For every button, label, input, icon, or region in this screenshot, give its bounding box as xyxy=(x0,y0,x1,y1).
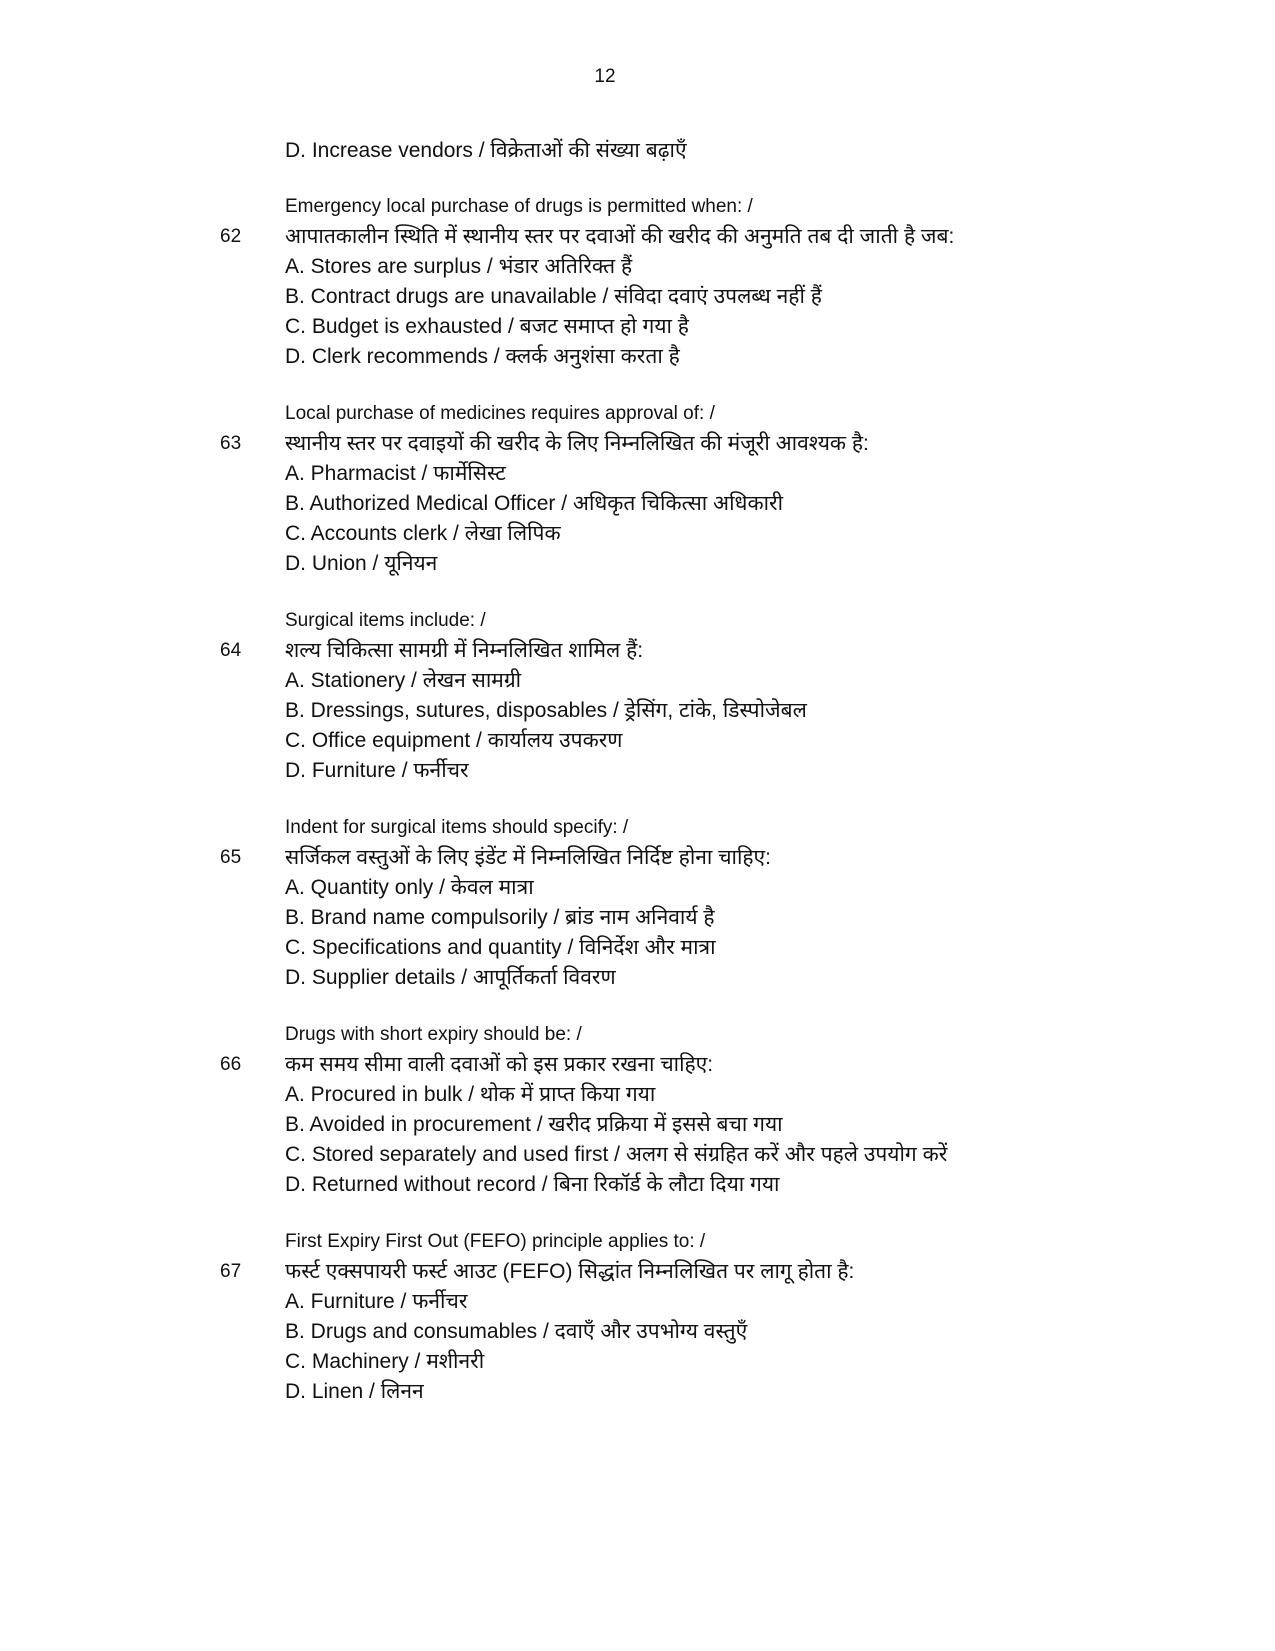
option-d: D. Linen / लिनन xyxy=(285,1380,424,1403)
option-c: C. Specifications and quantity / विनिर्देश और मात्रा xyxy=(285,936,716,959)
option-d: D. Clerk recommends / क्लर्क अनुशंसा करता है xyxy=(285,345,680,368)
option-b: B. Brand name compulsorily / ब्रांड नाम अनिवार्य है xyxy=(285,906,715,929)
question-65 xyxy=(0,813,1275,1020)
question-62 xyxy=(0,192,1275,399)
question-number: 67 xyxy=(220,1261,242,1282)
carryover-option: D. Increase vendors / विक्रेताओं की संख्या बढ़ाएँ xyxy=(285,139,687,162)
question-number: 66 xyxy=(220,1054,242,1075)
question-english: Drugs with short expiry should be: / xyxy=(285,1024,582,1045)
question-63 xyxy=(0,399,1275,606)
question-number: 65 xyxy=(220,847,242,868)
option-b: B. Authorized Medical Officer / अधिकृत चिकित्सा अधिकारी xyxy=(285,492,784,515)
option-c: C. Accounts clerk / लेखा लिपिक xyxy=(285,522,561,545)
question-english: Surgical items include: / xyxy=(285,610,486,631)
option-c: C. Stored separately and used first / अलग से संग्रहित करें और पहले उपयोग करें xyxy=(285,1143,948,1166)
option-a: A. Pharmacist / फार्मेसिस्ट xyxy=(285,462,506,485)
question-hindi: सर्जिकल वस्तुओं के लिए इंडेंट में निम्नलिखित निर्दिष्ट होना चाहिए: xyxy=(285,846,772,869)
question-list xyxy=(0,192,1275,1434)
page-number: 12 xyxy=(594,66,616,87)
option-a: A. Furniture / फर्नीचर xyxy=(285,1290,468,1313)
question-hindi: कम समय सीमा वाली दवाओं को इस प्रकार रखना चाहिए: xyxy=(285,1053,714,1076)
question-number: 64 xyxy=(220,640,242,661)
option-b: B. Dressings, sutures, disposables / ड्रेसिंग, टांके, डिस्पोजेबल xyxy=(285,699,807,722)
question-english: Local purchase of medicines requires approval of: / xyxy=(285,403,715,424)
option-b: B. Contract drugs are unavailable / संविदा दवाएं उपलब्ध नहीं हैं xyxy=(285,285,822,308)
option-a: A. Procured in bulk / थोक में प्राप्त किया गया xyxy=(285,1083,656,1106)
option-c: C. Budget is exhausted / बजट समाप्त हो गया है xyxy=(285,315,689,338)
option-a: A. Stationery / लेखन सामग्री xyxy=(285,669,522,692)
question-hindi: शल्य चिकित्सा सामग्री में निम्नलिखित शामिल हैं: xyxy=(285,639,644,662)
question-66 xyxy=(0,1020,1275,1227)
option-d: D. Furniture / फर्नीचर xyxy=(285,759,469,782)
option-a: A. Quantity only / केवल मात्रा xyxy=(285,876,534,899)
option-b: B. Avoided in procurement / खरीद प्रक्रिया में इससे बचा गया xyxy=(285,1113,783,1136)
question-english: Emergency local purchase of drugs is permitted when: / xyxy=(285,196,753,217)
option-b: B. Drugs and consumables / दवाएँ और उपभोग्य वस्तुएँ xyxy=(285,1320,748,1343)
option-d: D. Union / यूनियन xyxy=(285,552,438,575)
question-number: 63 xyxy=(220,433,242,454)
question-hindi: आपातकालीन स्थिति में स्थानीय स्तर पर दवाओं की खरीद की अनुमति तब दी जाती है जब: xyxy=(285,225,955,248)
question-english: Indent for surgical items should specify: / xyxy=(285,817,629,838)
option-d: D. Supplier details / आपूर्तिकर्ता विवरण xyxy=(285,966,616,989)
question-hindi: फर्स्ट एक्सपायरी फर्स्ट आउट (FEFO) सिद्धांत निम्नलिखित पर लागू होता है: xyxy=(285,1260,855,1283)
option-d: D. Returned without record / बिना रिकॉर्ड के लौटा दिया गया xyxy=(285,1173,780,1196)
option-c: C. Machinery / मशीनरी xyxy=(285,1350,485,1373)
question-64 xyxy=(0,606,1275,813)
option-c: C. Office equipment / कार्यालय उपकरण xyxy=(285,729,623,752)
question-67 xyxy=(0,1227,1275,1434)
question-number: 62 xyxy=(220,226,242,247)
option-a: A. Stores are surplus / भंडार अतिरिक्त हैं xyxy=(285,255,633,278)
question-english: First Expiry First Out (FEFO) principle applies to: / xyxy=(285,1231,706,1252)
question-hindi: स्थानीय स्तर पर दवाइयों की खरीद के लिए निम्नलिखित की मंजूरी आवश्यक है: xyxy=(285,432,869,455)
